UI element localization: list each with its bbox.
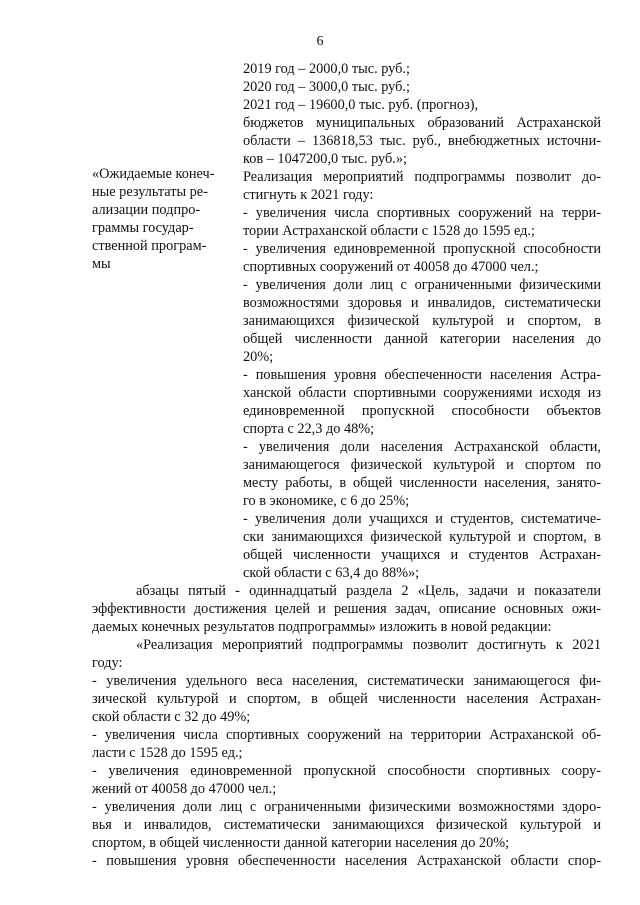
funding-line: 2021 год – 19600,0 тыс. руб. (прогноз), — [243, 97, 479, 113]
results-line: ской области с 63,4 до 88%»; — [243, 565, 420, 581]
heading-line: ные результаты ре- — [92, 184, 208, 200]
results-line: - увеличения числа спортивных сооружений на терри- — [243, 205, 601, 221]
results-line: Реализация мероприятий подпрограммы позволит до- — [243, 169, 601, 185]
results-line: тории Астраханской области с 1528 до 1595 ед.; — [243, 223, 535, 239]
results-line: - увеличения доли населения Астраханской области, — [243, 439, 601, 455]
body-line: жений от 40058 до 47000 чел.; — [92, 781, 277, 797]
results-line: спорта с 22,3 до 48%; — [243, 421, 375, 437]
results-line: спортивных сооружений от 40058 до 47000 чел.; — [243, 259, 539, 275]
funding-line: бюджетов муниципальных образований Астраханской — [243, 115, 601, 131]
results-line: 20%; — [243, 349, 274, 365]
body-line: ской области с 32 до 49%; — [92, 709, 251, 725]
heading-line: «Ожидаемые конеч- — [92, 166, 215, 182]
results-heading — [92, 165, 228, 273]
body-line: эффективности достижения целей и решения задач, описание основных ожи- — [92, 601, 601, 617]
results-line: - увеличения доли лиц с ограниченными физическими — [243, 277, 601, 293]
body-line: вья и инвалидов, систематически занимающихся физической культурой и — [92, 817, 601, 833]
body-line: - увеличения единовременной пропускной способности спортивных соору- — [92, 763, 601, 779]
heading-line: ственной програм- — [92, 238, 207, 254]
body-line: - увеличения доли лиц с ограниченными физическими возможностями здоро- — [92, 799, 601, 815]
results-line: общей численности данной категории населения до — [243, 331, 601, 347]
heading-line: ализации подпро- — [92, 202, 201, 218]
results-line: месту работы, в общей численности населения, занято- — [243, 475, 601, 491]
body-line: «Реализация мероприятий подпрограммы позволит достигнуть к 2021 — [136, 637, 601, 653]
results-line: стигнуть к 2021 году: — [243, 187, 374, 203]
body-line: - увеличения числа спортивных сооружений на территории Астраханской об- — [92, 727, 601, 743]
results-line: го в экономике, с 6 до 25%; — [243, 493, 410, 509]
body-line: ласти с 1528 до 1595 ед.; — [92, 745, 243, 761]
results-line: общей численности учащихся и студентов Астрахан- — [243, 547, 601, 563]
results-line: возможностями здоровья и инвалидов, систематически — [243, 295, 601, 311]
heading-line: мы — [92, 256, 111, 272]
funding-line: ков – 1047200,0 тыс. руб.»; — [243, 151, 407, 167]
funding-line: 2020 год – 3000,0 тыс. руб.; — [243, 79, 410, 95]
results-line: - увеличения единовременной пропускной способности — [243, 241, 601, 257]
funding-line: 2019 год – 2000,0 тыс. руб.; — [243, 61, 410, 77]
results-line: единовременной пропускной способности объектов — [243, 403, 601, 419]
body-line: - повышения уровня обеспеченности населения Астраханской области спор- — [92, 853, 601, 869]
funding-line: области – 136818,53 тыс. руб., внебюджетных источни- — [243, 133, 601, 149]
body-line: спортом, в общей численности данной категории населения до 20%; — [92, 835, 510, 851]
page-number: 6 — [316, 34, 324, 49]
body-line: даемых конечных результатов подпрограммы» изложить в новой редакции: — [92, 619, 552, 635]
heading-line: граммы государ- — [92, 220, 194, 236]
results-line: занимающегося физической культурой и спортом по — [243, 457, 601, 473]
results-line: - увеличения доли учащихся и студентов, систематиче- — [243, 511, 601, 527]
body-line: - увеличения удельного веса населения, систематически занимающегося фи- — [92, 673, 601, 689]
results-line: занимающихся физической культурой и спортом, в — [243, 313, 601, 329]
body-line: абзацы пятый - одиннадцатый раздела 2 «Цель, задачи и показатели — [136, 583, 601, 599]
body-line: зической культурой и спортом, в общей численности населения Астрахан- — [92, 691, 601, 707]
results-line: ханской области спортивными сооружениями исходя из — [243, 385, 601, 401]
results-line: - повышения уровня обеспеченности населения Астра- — [243, 367, 601, 383]
results-line: ски занимающихся физической культурой и спортом, в — [243, 529, 601, 545]
body-line: году: — [92, 655, 123, 671]
